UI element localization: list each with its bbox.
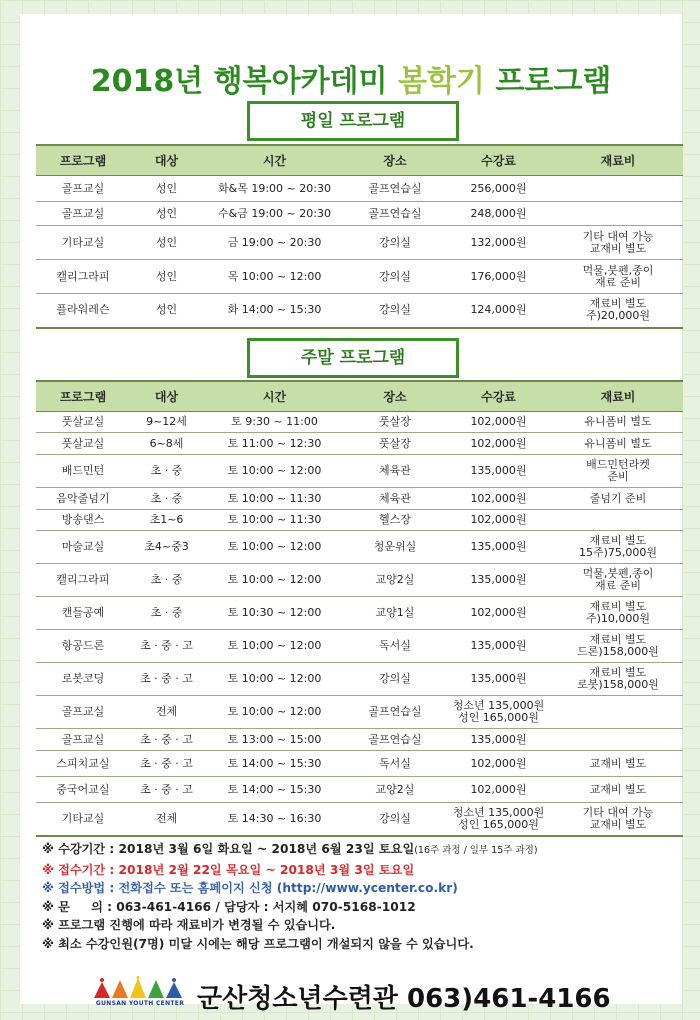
table-cell: 체육관	[346, 488, 444, 510]
note-period-small: (16주 과정 / 일부 15주 과정)	[414, 845, 538, 856]
table-cell: 102,000원	[444, 433, 553, 455]
table-row	[36, 729, 683, 751]
title-tail: 프로그램	[495, 64, 612, 99]
column-header: 프로그램	[36, 145, 130, 176]
table-cell: 토 10:30 ~ 12:00	[203, 597, 346, 630]
column-header: 시간	[203, 381, 346, 412]
title-main: 2018년 행복아카데미	[90, 64, 388, 99]
table-cell: 초 · 중	[130, 488, 203, 510]
column-header: 수강료	[444, 145, 553, 176]
table-cell: 102,000원	[444, 751, 553, 777]
table-cell: 골프교실	[36, 696, 130, 729]
table-cell: 초 · 중 · 고	[130, 751, 203, 777]
table-cell: 102,000원	[444, 597, 553, 630]
table-cell: 전체	[130, 803, 203, 836]
table-cell: 재료비 별도 주)10,000원	[553, 597, 683, 630]
table-cell: 135,000원	[444, 455, 553, 488]
table-cell: 항공드론	[36, 630, 130, 663]
table-cell: 토 14:30 ~ 16:30	[203, 803, 346, 836]
table-row	[36, 751, 683, 777]
column-header: 대상	[130, 145, 203, 176]
weekday-table	[36, 144, 683, 329]
table-cell: 골프연습실	[346, 729, 444, 751]
table-cell: 135,000원	[444, 663, 553, 696]
table-cell: 강의실	[346, 294, 444, 328]
note-contact: ※ 문 의 : 063-461-4166 / 담당자 : 서지혜 070-5168-1012	[42, 899, 416, 914]
table-cell: 초1~6	[130, 510, 203, 531]
title-accent: 봄학기	[397, 64, 485, 99]
table-cell	[553, 176, 683, 202]
weekday-header-row	[36, 145, 683, 176]
table-cell: 재료비 별도 주)20,000원	[553, 294, 683, 328]
table-cell: 골프교실	[36, 202, 130, 226]
logo-caption: GUNSAN YOUTH CENTER	[95, 1000, 185, 1007]
table-cell: 토 11:00 ~ 12:30	[203, 433, 346, 455]
table-cell: 초 · 중 · 고	[130, 777, 203, 803]
weekend-heading: 주말 프로그램	[247, 338, 459, 378]
table-cell: 135,000원	[444, 729, 553, 751]
table-row	[36, 433, 683, 455]
table-cell: 풋살교실	[36, 412, 130, 433]
table-cell: 교재비 별도	[553, 751, 683, 777]
table-cell: 248,000원	[444, 202, 553, 226]
table-cell: 음악줄넘기	[36, 488, 130, 510]
table-cell: 체육관	[346, 455, 444, 488]
table-cell: 먹물,붓펜,종이 재료 준비	[553, 260, 683, 294]
table-cell: 줄넘기 준비	[553, 488, 683, 510]
table-cell: 캘리그라피	[36, 260, 130, 294]
column-header: 재료비	[553, 145, 683, 176]
table-cell: 초4~중3	[130, 531, 203, 564]
table-cell: 방송댄스	[36, 510, 130, 531]
table-cell: 청소년 135,000원 성인 165,000원	[444, 696, 553, 729]
note-material: ※ 프로그램 진행에 따라 재료비가 변경될 수 있습니다.	[42, 918, 336, 932]
table-cell: 토 10:00 ~ 12:00	[203, 455, 346, 488]
table-cell: 골프연습실	[346, 696, 444, 729]
table-cell: 135,000원	[444, 630, 553, 663]
table-cell: 헬스장	[346, 510, 444, 531]
table-cell	[553, 696, 683, 729]
table-cell: 6~8세	[130, 433, 203, 455]
column-header: 대상	[130, 381, 203, 412]
table-cell: 배드민턴라켓 준비	[553, 455, 683, 488]
weekend-header-row	[36, 381, 683, 412]
table-cell: 강의실	[346, 663, 444, 696]
table-cell: 초 · 중 · 고	[130, 663, 203, 696]
table-cell: 토 10:00 ~ 12:00	[203, 564, 346, 597]
table-row	[36, 202, 683, 226]
table-cell: 화 14:00 ~ 15:30	[203, 294, 346, 328]
table-row	[36, 531, 683, 564]
weekday-heading: 평일 프로그램	[247, 101, 459, 141]
column-header: 프로그램	[36, 381, 130, 412]
column-header: 시간	[203, 145, 346, 176]
table-cell: 102,000원	[444, 412, 553, 433]
table-row	[36, 294, 683, 328]
table-cell: 초 · 중 · 고	[130, 630, 203, 663]
table-cell: 교양2실	[346, 777, 444, 803]
table-cell: 화&목 19:00 ~ 20:30	[203, 176, 346, 202]
table-cell: 176,000원	[444, 260, 553, 294]
table-cell: 성인	[130, 226, 203, 260]
table-cell: 토 10:00 ~ 12:00	[203, 663, 346, 696]
table-cell: 강의실	[346, 260, 444, 294]
column-header: 장소	[346, 381, 444, 412]
table-cell	[553, 729, 683, 751]
table-row	[36, 803, 683, 836]
table-cell: 성인	[130, 176, 203, 202]
table-cell: 마술교실	[36, 531, 130, 564]
table-cell: 골프연습실	[346, 176, 444, 202]
table-cell: 골프교실	[36, 176, 130, 202]
table-cell: 102,000원	[444, 510, 553, 531]
note-period-text: ※ 수강기간 : 2018년 3월 6일 화요일 ~ 2018년 6월 23일 토요일	[42, 842, 415, 856]
table-row	[36, 488, 683, 510]
table-cell: 재료비 별도 로봇)158,000원	[553, 663, 683, 696]
table-cell: 금 19:00 ~ 20:30	[203, 226, 346, 260]
table-cell: 독서실	[346, 751, 444, 777]
table-cell: 초 · 중	[130, 597, 203, 630]
table-row	[36, 412, 683, 433]
table-cell: 재료비 별도 15주)75,000원	[553, 531, 683, 564]
table-row	[36, 696, 683, 729]
table-cell	[553, 202, 683, 226]
table-cell: 풋살교실	[36, 433, 130, 455]
table-cell: 토 14:00 ~ 15:30	[203, 751, 346, 777]
table-cell: 전체	[130, 696, 203, 729]
table-cell: 성인	[130, 294, 203, 328]
table-cell: 토 10:00 ~ 12:00	[203, 630, 346, 663]
table-cell: 초 · 중	[130, 564, 203, 597]
table-cell: 스피치교실	[36, 751, 130, 777]
table-cell: 로봇코딩	[36, 663, 130, 696]
table-cell: 청소년 135,000원 성인 165,000원	[444, 803, 553, 836]
table-cell: 102,000원	[444, 488, 553, 510]
table-row	[36, 176, 683, 202]
table-row	[36, 564, 683, 597]
table-cell: 성인	[130, 260, 203, 294]
table-cell: 플라워레슨	[36, 294, 130, 328]
table-cell: 135,000원	[444, 531, 553, 564]
table-cell: 9~12세	[130, 412, 203, 433]
table-cell: 교재비 별도	[553, 777, 683, 803]
table-cell: 교양1실	[346, 597, 444, 630]
table-row	[36, 455, 683, 488]
table-cell: 기타교실	[36, 226, 130, 260]
table-cell: 골프연습실	[346, 202, 444, 226]
table-cell: 유니폼비 별도	[553, 412, 683, 433]
table-row	[36, 226, 683, 260]
table-cell: 토 13:00 ~ 15:00	[203, 729, 346, 751]
table-cell: 102,000원	[444, 777, 553, 803]
table-row	[36, 260, 683, 294]
footer-contact: 군산청소년수련관 063)461-4166	[197, 984, 611, 1014]
note-period	[42, 840, 682, 861]
table-cell: 기타 대여 가능 교재비 별도	[553, 226, 683, 260]
table-cell: 풋살장	[346, 412, 444, 433]
table-row	[36, 510, 683, 531]
table-cell: 초 · 중 · 고	[130, 729, 203, 751]
table-cell: 135,000원	[444, 564, 553, 597]
table-cell: 초 · 중	[130, 455, 203, 488]
column-header: 수강료	[444, 381, 553, 412]
poster-sheet	[20, 14, 682, 1014]
table-cell: 청운위실	[346, 531, 444, 564]
table-cell: 재료비 별도 드론)158,000원	[553, 630, 683, 663]
table-cell: 배드민턴	[36, 455, 130, 488]
table-row	[36, 663, 683, 696]
note-registration: ※ 접수기간 : 2018년 2월 22일 목요일 ~ 2018년 3월 3일 토요일	[42, 862, 415, 877]
table-row	[36, 597, 683, 630]
table-row	[36, 630, 683, 663]
table-cell: 중국어교실	[36, 777, 130, 803]
table-cell: 강의실	[346, 803, 444, 836]
column-header: 장소	[346, 145, 444, 176]
table-cell: 목 10:00 ~ 12:00	[203, 260, 346, 294]
table-cell: 토 10:00 ~ 12:00	[203, 531, 346, 564]
table-cell: 토 10:00 ~ 11:30	[203, 488, 346, 510]
table-cell: 기타교실	[36, 803, 130, 836]
table-cell: 기타 대여 가능 교재비 별도	[553, 803, 683, 836]
table-cell: 132,000원	[444, 226, 553, 260]
note-method: ※ 접수방법 : 전화접수 또는 홈페이지 신청 (http://www.ycenter.co.kr)	[42, 881, 458, 895]
table-cell: 강의실	[346, 226, 444, 260]
table-cell: 토 10:00 ~ 11:30	[203, 510, 346, 531]
table-cell: 골프교실	[36, 729, 130, 751]
table-cell: 토 10:00 ~ 12:00	[203, 696, 346, 729]
table-cell: 교양2실	[346, 564, 444, 597]
table-cell	[553, 510, 683, 531]
footer	[90, 976, 650, 1020]
table-cell: 캘리그라피	[36, 564, 130, 597]
table-cell: 먹물,붓펜,종이 재료 준비	[553, 564, 683, 597]
table-cell: 토 14:00 ~ 15:30	[203, 777, 346, 803]
table-cell: 유니폼비 별도	[553, 433, 683, 455]
center-logo-icon	[90, 976, 190, 1016]
table-cell: 성인	[130, 202, 203, 226]
table-row	[36, 777, 683, 803]
table-cell: 124,000원	[444, 294, 553, 328]
table-cell: 수&금 19:00 ~ 20:30	[203, 202, 346, 226]
table-cell: 캔들공예	[36, 597, 130, 630]
table-cell: 토 9:30 ~ 11:00	[203, 412, 346, 433]
column-header: 재료비	[553, 381, 683, 412]
weekend-table	[36, 380, 683, 837]
table-cell: 독서실	[346, 630, 444, 663]
poster-title	[20, 56, 682, 100]
table-cell: 256,000원	[444, 176, 553, 202]
notes	[42, 840, 682, 953]
note-minimum: ※ 최소 수강인원(7명) 미달 시에는 해당 프로그램이 개설되지 않을 수 있습니다.	[42, 936, 474, 951]
table-cell: 풋살장	[346, 433, 444, 455]
